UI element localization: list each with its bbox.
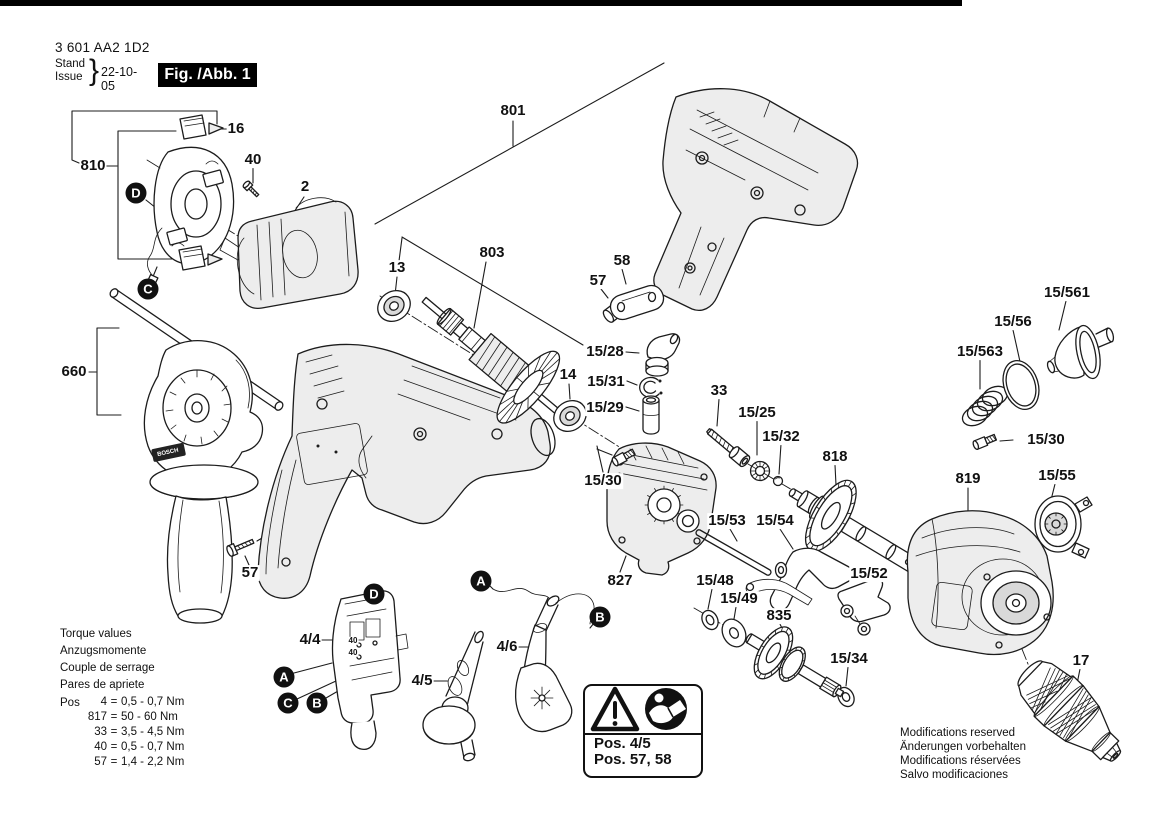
drawing-screw-33 xyxy=(704,425,751,468)
brace-glyph: } xyxy=(89,54,100,87)
part-label: 13 xyxy=(388,259,406,277)
part-label: 58 xyxy=(613,252,631,270)
torque-value: 0,5 - 0,7 Nm xyxy=(121,741,185,753)
part-label: 15/563 xyxy=(957,343,1003,361)
drawing-screw-40 xyxy=(242,180,260,198)
section-marker: D xyxy=(364,584,385,605)
torque-title-line: Anzugsmomente xyxy=(60,645,147,657)
part-label: 40 xyxy=(244,151,262,169)
stand-label: Stand xyxy=(55,58,86,70)
drawing-nut-15-25 xyxy=(751,462,770,481)
drawing-bearing-13 xyxy=(372,284,416,327)
drawing-cable-clamp-58 xyxy=(610,285,663,319)
torque-pos: 4 xyxy=(100,696,107,708)
drawing-oring-15-56 xyxy=(997,356,1045,414)
drawing-washer-15-48 xyxy=(699,608,722,633)
part-label: 4/4 xyxy=(299,631,321,649)
torque-pos: 57 xyxy=(94,756,107,768)
torque-row xyxy=(60,755,184,770)
part-label: 15/29 xyxy=(586,399,624,417)
torque-titles xyxy=(60,626,184,694)
torque-row xyxy=(60,740,184,755)
part-label: 4/6 xyxy=(496,638,518,656)
warning-positions xyxy=(585,735,701,768)
torque-value: 50 - 60 Nm xyxy=(121,711,178,723)
drawing-ball-15-32 xyxy=(774,477,783,486)
drawing-plug-15-30-right xyxy=(972,433,997,450)
drawing-washer-15-49 xyxy=(717,615,750,651)
part-label: 15/31 xyxy=(587,373,625,391)
torque-table xyxy=(60,626,184,770)
part-label: BOSCH xyxy=(155,447,181,458)
part-label: 15/49 xyxy=(720,590,758,608)
part-label: 15/48 xyxy=(696,572,734,590)
section-marker: B xyxy=(590,607,611,628)
part-label: 803 xyxy=(479,244,505,262)
torque-title-line: Pares de apriete xyxy=(60,679,145,691)
drawing-header xyxy=(55,40,150,92)
torque-pos-label: Pos xyxy=(60,697,80,709)
section-marker: D xyxy=(126,183,147,204)
torque-pos: 817 xyxy=(87,711,107,723)
read-manual-icon xyxy=(645,688,687,730)
section-marker: C xyxy=(278,693,299,714)
section-marker: B xyxy=(307,693,328,714)
part-label: 2 xyxy=(300,178,310,196)
part-label: 818 xyxy=(822,448,848,466)
part-label: 15/54 xyxy=(756,512,794,530)
issue-date-block xyxy=(55,54,150,93)
torque-equals: = xyxy=(110,741,118,753)
drawing-spring-15-563 xyxy=(960,383,1011,429)
part-label: 819 xyxy=(955,470,981,488)
torque-value: 3,5 - 4,5 Nm xyxy=(121,726,185,738)
part-label: 16 xyxy=(227,120,245,138)
drawing-cone-15-561 xyxy=(1046,323,1115,380)
part-label: 15/52 xyxy=(850,565,888,583)
torque-pos: 40 xyxy=(94,741,107,753)
part-label: 40 xyxy=(348,635,358,645)
warning-box xyxy=(583,684,703,778)
torque-value: 0,5 - 0,7 Nm xyxy=(121,696,185,708)
drawing-elbow-15-28 xyxy=(646,333,680,376)
part-label: 835 xyxy=(766,607,792,625)
torque-title-line: Couple de serrage xyxy=(60,662,155,674)
torque-equals: = xyxy=(110,696,118,708)
part-label: 810 xyxy=(80,157,106,175)
drawing-housing-right xyxy=(654,89,858,311)
torque-row xyxy=(60,710,184,725)
part-label: 15/34 xyxy=(830,650,868,668)
issue-date: 22-10-05 xyxy=(101,65,138,93)
section-marker: A xyxy=(274,667,295,688)
note-line: Modifications reserved xyxy=(900,727,1016,739)
part-label: 15/53 xyxy=(708,512,746,530)
type-number: 3 601 AA2 1D2 xyxy=(55,40,150,55)
torque-equals: = xyxy=(110,711,118,723)
torque-equals: = xyxy=(110,756,118,768)
torque-value: 1,4 - 2,2 Nm xyxy=(121,756,185,768)
part-label: 660 xyxy=(61,363,87,381)
note-line: Modifications réservées xyxy=(900,755,1021,767)
part-label: 15/30 xyxy=(584,472,622,490)
note-line: Salvo modificaciones xyxy=(900,769,1009,781)
part-label: 17 xyxy=(1072,652,1090,670)
modifications-note xyxy=(900,726,1026,782)
drawing-pin-15-53 xyxy=(696,530,771,575)
drawing-grommet-4-5 xyxy=(423,630,485,762)
drawing-fork-15-54 xyxy=(746,548,854,610)
part-label: 15/56 xyxy=(994,313,1032,331)
warning-line-1: Pos. 4/5 xyxy=(594,735,651,752)
part-label: 15/32 xyxy=(762,428,800,446)
drawing-gear-housing-819 xyxy=(907,511,1053,655)
warning-icons xyxy=(585,686,701,735)
part-label: 4/5 xyxy=(411,672,433,690)
torque-row xyxy=(60,725,184,740)
note-line: Änderungen vorbehalten xyxy=(900,741,1026,753)
drawing-cord-4-6 xyxy=(493,588,594,731)
warning-triangle-icon xyxy=(593,689,637,729)
part-label: 15/55 xyxy=(1038,467,1076,485)
part-label: 827 xyxy=(607,572,633,590)
part-label: 801 xyxy=(500,102,526,120)
part-label: 57 xyxy=(241,564,259,582)
part-label: 15/25 xyxy=(738,404,776,422)
section-marker: C xyxy=(138,279,159,300)
drawing-switch-4-4 xyxy=(332,591,408,749)
torque-pos: 33 xyxy=(94,726,107,738)
drawing-eclip-15-31 xyxy=(640,377,663,397)
part-label: 14 xyxy=(559,366,577,384)
section-marker: A xyxy=(471,571,492,592)
warning-line-2: Pos. 57, 58 xyxy=(594,751,672,768)
torque-equals: = xyxy=(110,726,118,738)
drawing-field-stator xyxy=(237,198,358,309)
part-label: 15/28 xyxy=(586,343,624,361)
drawing-bracket-15-52 xyxy=(838,578,890,635)
part-label: 40 xyxy=(348,647,358,657)
part-label: 57 xyxy=(589,272,607,290)
part-label: 15/561 xyxy=(1044,284,1090,302)
issue-label: Issue xyxy=(55,71,83,83)
torque-title-line: Torque values xyxy=(60,628,132,640)
figure-label: Fig. /Abb. 1 xyxy=(158,63,257,87)
drawing-pin-15-29 xyxy=(643,396,659,434)
part-label: 15/30 xyxy=(1027,431,1065,449)
part-label: 33 xyxy=(710,382,728,400)
scan-edge-artifact xyxy=(0,0,962,6)
